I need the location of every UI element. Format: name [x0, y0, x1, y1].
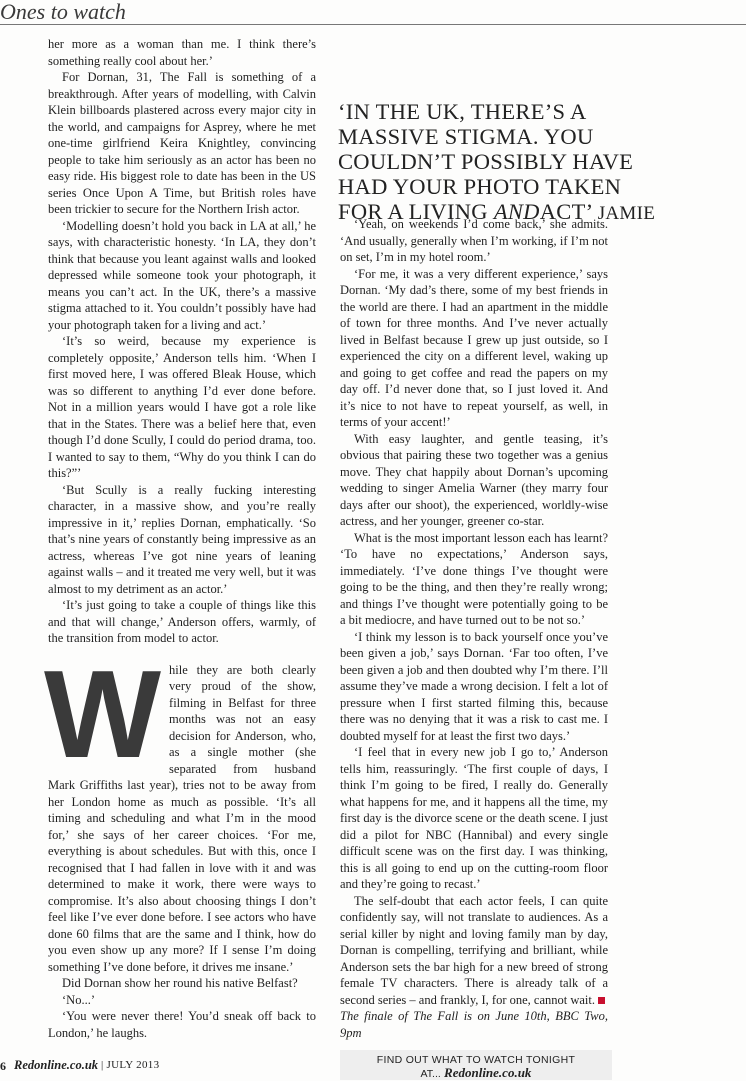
article-paragraph: ‘I feel that in every new job I go to,’ Anderson tells him, reassuringly. ‘The first couple of days, I think I’m going to be fired, I really do. Generally what happens for me, and it happens all the time, my first day is the divorce scene or the death scene. I just did a pilot for NBC (Hannibal) and every single difficult scene was on the first day. I was thinking, this is all going to end up on the cutting-room floor and they’re going to recast.’ [340, 745, 608, 891]
promo-site-link[interactable]: Redonline.co.uk [444, 1065, 532, 1080]
dropcap-section [44, 645, 316, 976]
pull-quote-text: ‘IN THE UK, THERE’S A MASSIVE STIGMA. YOU COULDN’T POSSIBLY HAVE HAD YOUR PHOTO TAKEN FOR A LIVING [338, 99, 634, 224]
article-paragraph: her more as a woman than me. I think there’s something really cool about her.’ [48, 37, 316, 68]
page-number: 6 [0, 1059, 6, 1073]
drop-cap: W [44, 645, 162, 784]
article-paragraph: ‘It’s just going to take a couple of things like this and that will change,’ Anderson offers, warmly, of the transition from model to actor. [48, 598, 316, 645]
article-paragraph: ‘Yeah, on weekends I’d come back,’ she admits. ‘And usually, generally when I’m working, if I’m not on set, I’m in my hotel room.’ [340, 217, 608, 264]
pull-quote-attribution: JAMIE [597, 203, 656, 224]
header-rule [0, 24, 746, 25]
article-paragraph: With easy laughter, and gentle teasing, it’s obvious that pairing these two together was a genius move. They chat happily about Dornan’s upcoming wedding to singer Amelia Warner (they marry four days after our shoot), the experienced, worldly-wise actress, and her younger, greener co-star. [340, 431, 608, 528]
promo-line: FIND OUT WHAT TO WATCH TONIGHT [376, 1054, 576, 1066]
promo-link-line [340, 1065, 612, 1081]
final-paragraph-text: The self-doubt that each actor feels, I can quite confidently say, will not translate to audiences. As a serial killer by night and loving family man by day, Dornan is compelling, terrifying and brilliant, while Anderson sets the bar high for a new breed of strong female TV characters. There is already talk of a second series – and frankly, I, for one, cannot wait. [340, 893, 608, 1007]
article-paragraph: ‘No...’ [62, 992, 95, 1007]
pull-quote [338, 99, 668, 226]
article-column-left [44, 36, 316, 1041]
article-paragraph: ‘For me, it was a very different experience,’ says Dornan. ‘My dad’s there, some of my best friends in the world are there. I had an apartment in the middle of town for three months. And I’ve never actually lived in Belfast because I grew up just outside, so I experienced the city on a different level, waking up and going to get coffee and read the papers on my day off. I’d never done that, so I just loved it. And it’s nice to not have to repeat yourself, as well, in terms of your accent!’ [340, 266, 608, 429]
end-mark-icon [598, 997, 605, 1004]
closing-note [340, 1008, 608, 1041]
article-paragraph: ‘I think my lesson is to back yourself once you’ve been given a job,’ says Dornan. ‘Far too often, I’ve been given a job and then doubted why I’m there. I’ll assume they’ve made a wrong decision. I felt a lot of pressure when I first started filming this, because there was no denying that it was a risk to cast me. I doubted myself for at least the first two days.’ [340, 629, 608, 743]
article-paragraph: What is the most important lesson each has learnt? ‘To have no expectations,’ Anderson says, immediately. ‘I’ve done things I’ve thought were going to be the thing, and then they’re really wrong; and things I’ve thought were potentially going to be a bit mediocre, and have turned out to be not so.’ [340, 530, 608, 627]
footer-site: Redonline.co.uk [14, 1058, 99, 1072]
article-paragraph-final [340, 893, 608, 1009]
article-paragraph: hile they are both clearly very proud of the show, filming in Belfast for three months was not an easy decision for Anderson, who, as a single mother (she separated from husband Mark Griffiths last year), tries not to be away from her London home as much as possible. ‘It’s all timing and scheduling and what I’m in the mood for,’ she says of her career choices. ‘For me, everything is about schedules. But with this, once I recognised that I had fallen in love with it and was determined to make it work, there were ways to compromise. It’s also about choosing things I don’t feel like I’ve ever done before. I see actors who have done 60 films that are the same and I think, how do you even show up any more? If I sense I’m doing something I’ve done before, it drives me insane.’ [48, 662, 316, 974]
promo-box [340, 1050, 612, 1080]
promo-prefix: AT... [420, 1068, 441, 1080]
pull-quote-text-after: ACT’ [539, 199, 592, 224]
article-paragraph: ‘It’s so weird, because my experience is completely opposite,’ Anderson tells him. ‘When I first moved here, I was offered Bleak House, which was so different to anything I’d ever done before. Not in a million years would I have got a role like that in the States. There was a belief here that, even though I’d done Scully, I could do period drama, too. I wanted to say to them, “Why do you think I can do this?”’ [48, 334, 316, 480]
footer-issue-date: | JULY 2013 [101, 1059, 160, 1071]
article-column-right [340, 216, 608, 1041]
article-paragraph: ‘Modelling doesn’t hold you back in LA at all,’ he says, with characteristic honesty. ‘In LA, they don’t think that because you leant against walls and looked depressed while someone took your photograph, it means you can’t act. In the UK, there’s a massive stigma attached to it. You couldn’t possibly have had your photograph taken for a living and act.’ [48, 218, 316, 332]
section-title: Ones to watch [0, 0, 126, 24]
pull-quote-italic-word: AND [493, 199, 540, 224]
article-paragraph: ‘You were never there! You’d sneak off back to London,’ he laughs. [48, 1009, 316, 1040]
closing-note-text: The finale of The Fall is on June 10th, BBC Two, 9pm [340, 1009, 608, 1040]
page-header [0, 0, 746, 26]
article-paragraph: For Dornan, 31, The Fall is something of a breakthrough. After years of modelling, with Calvin Klein billboards plastered across every major city in the world, and campaigns for Asprey, where he met one-time girlfriend Keira Knightley, convincing people to take him seriously as an actor has been no easy ride. His biggest role to date has been in the US series Once Upon A Time, but British roles have been trickier to secure for the Northern Irish actor. [48, 70, 316, 216]
article-paragraph: Did Dornan show her round his native Belfast? [62, 976, 298, 990]
article-paragraph: ‘But Scully is a really fucking interesting character, in a massive show, and you’re really impressive in it,’ replies Dornan, emphatically. ‘So that’s nine years of constantly being impressive as an actress, whereas I’ve got nine years of leaning against walls – and it treated me very well, but it was almost to my detriment as an actor.’ [48, 482, 316, 596]
